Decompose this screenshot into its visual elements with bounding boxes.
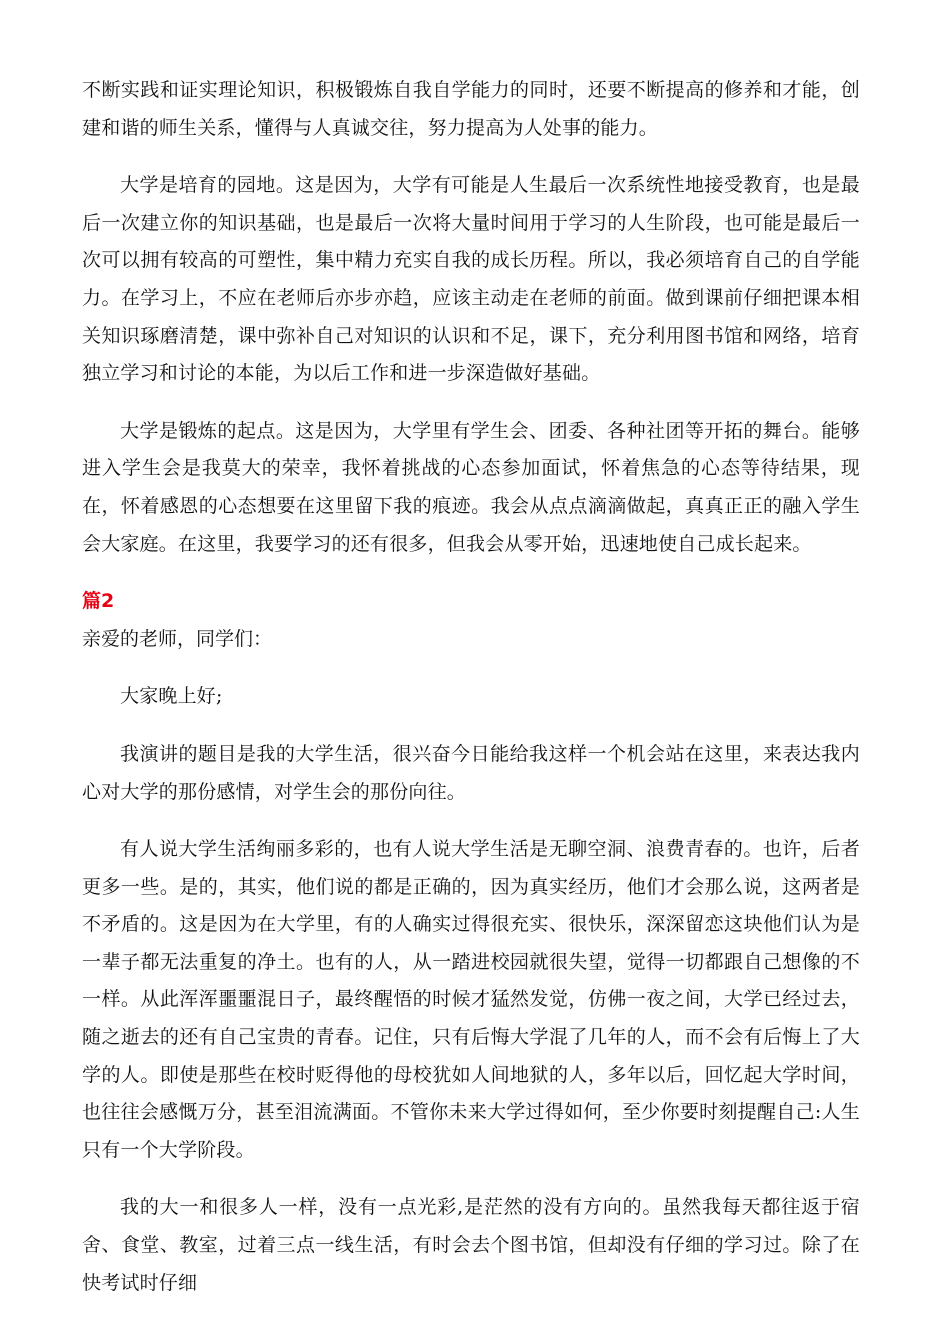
body-paragraph-continued: 不断实践和证实理论知识，积极锻炼自我自学能力的同时，还要不断提高的修养和才能，创建和谐的师生关系，懂得与人真诚交往，努力提高为人处事的能力。 bbox=[82, 79, 860, 139]
body-paragraph: 大学是培育的园地。这是因为，大学有可能是人生最后一次系统性地接受教育，也是最后一次建立你的知识基础，也是最后一次将大量时间用于学习的人生阶段，也可能是最后一次可以拥有较高的可塑性，集中精力充实自我的成长历程。所以，我必须培育自己的自学能力。在学习上，不应在老师后亦步亦趋，应该主动走在老师的前面。做到课前仔细把课本相关知识琢磨清楚，课中弥补自己对知识的认识和不足，课下，充分利用图书馆和网络，培育独立学习和讨论的本能，为以后工作和进一步深造做好基础。 bbox=[82, 174, 860, 385]
body-paragraph: 有人说大学生活绚丽多彩的，也有人说大学生活是无聊空洞、浪费青春的。也许，后者更多一些。是的，其实，他们说的都是正确的，因为真实经历，他们才会那么说，这两者是不矛盾的。这是因为在大学里，有的人确实过得很充实、很快乐，深深留恋这块他们认为是一辈子都无法重复的净土。也有的人，从一踏进校园就很失望，觉得一切都跟自己想像的不一样。从此浑浑噩噩混日子，最终醒悟的时候才猛然发觉，仿佛一夜之间，大学已经过去，随之逝去的还有自己宝贵的青春。记住，只有后悔大学混了几年的人，而不会有后悔上了大学的人。即使是那些在校时贬得他的母校犹如人间地狱的人，多年以后，回忆起大学时间，也往往会感慨万分，甚至泪流满面。不管你未来大学过得如何，至少你要时刻提醒自己:人生只有一个大学阶段。 bbox=[82, 838, 860, 1161]
document-page bbox=[82, 72, 860, 1302]
body-paragraph: 大学是锻炼的起点。这是因为，大学里有学生会、团委、各种社团等开拓的舞台。能够进入学生会是我莫大的荣幸，我怀着挑战的心态参加面试，怀着焦急的心态等待结果，现在，怀着感恩的心态想要在这里留下我的痕迹。我会从点点滴滴做起，真真正正的融入学生会大家庭。在这里，我要学习的还有很多，但我会从零开始，迅速地使自己成长起来。 bbox=[82, 419, 860, 555]
salutation: 亲爱的老师，同学们： bbox=[82, 627, 273, 650]
greeting: 大家晚上好; bbox=[120, 685, 223, 708]
section-title: 篇2 bbox=[82, 590, 115, 613]
body-paragraph: 我的大一和很多人一样，没有一点光彩,是茫然的没有方向的。虽然我每天都往返于宿舍、食堂、教室，过着三点一线生活，有时会去个图书馆，但却没有仔细的学习过。除了在快考试时仔细 bbox=[82, 1196, 860, 1294]
body-paragraph: 我演讲的题目是我的大学生活，很兴奋今日能给我这样一个机会站在这里，来表达我内心对大学的那份感情，对学生会的那份向往。 bbox=[82, 742, 860, 803]
